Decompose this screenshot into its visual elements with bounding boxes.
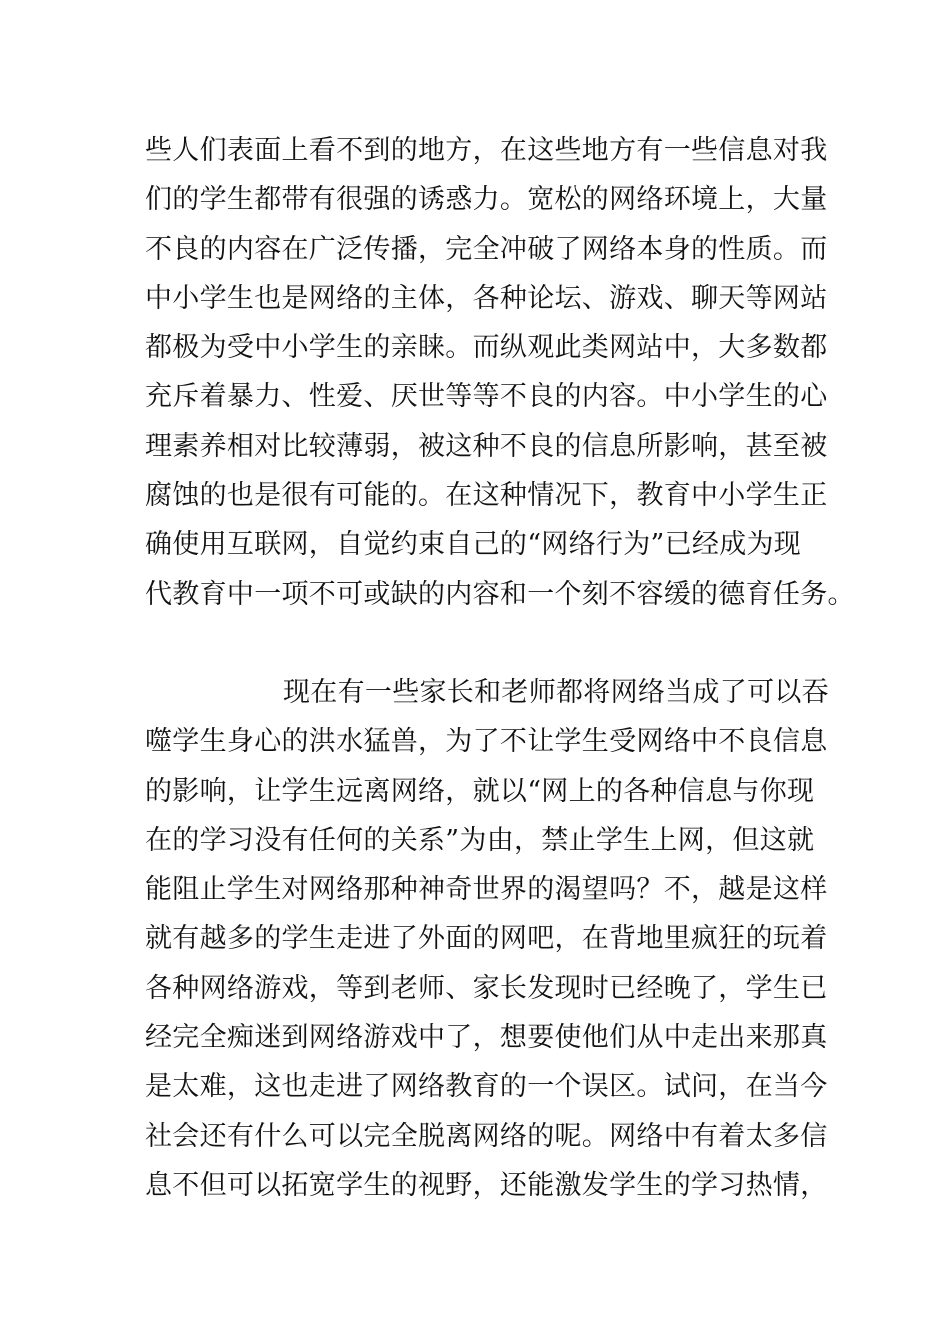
text-line: 不良的内容在广泛传播，完全冲破了网络本身的性质。而 [145,233,828,265]
text-line: 们的学生都带有很强的诱惑力。宽松的网络环境上，大量 [145,184,828,216]
text-line: 息不但可以拓宽学生的视野，还能激发学生的学习热情， [145,1169,828,1201]
text-line-indented: 现在有一些家长和老师都将网络当成了可以吞 [283,677,829,708]
text-line: 各种网络游戏，等到老师、家长发现时已经晚了，学生已 [145,972,828,1004]
text-line: 都极为受中小学生的亲睐。而纵观此类网站中，大多数都 [145,332,828,364]
text-line: 理素养相对比较薄弱，被这种不良的信息所影响，甚至被 [145,430,828,462]
text-line: 的影响，让学生远离网络，就以“网上的各种信息与你现 [145,775,815,807]
text-line: 确使用互联网，自觉约束自己的“网络行为”已经成为现 [145,529,802,561]
text-line: 能阻止学生对网络那种神奇世界的渴望吗？不，越是这样 [145,874,828,906]
text-line: 些人们表面上看不到的地方，在这些地方有一些信息对我 [145,135,828,166]
text-line: 中小学生也是网络的主体，各种论坛、游戏、聊天等网站 [145,282,828,314]
text-line: 腐蚀的也是很有可能的。在这种情况下，教育中小学生正 [145,480,828,512]
text-line: 噬学生身心的洪水猛兽，为了不让学生受网络中不良信息 [145,726,828,758]
text-line: 经完全痴迷到网络游戏中了，想要使他们从中走出来那真 [145,1022,828,1054]
text-line: 充斥着暴力、性爱、厌世等等不良的内容。中小学生的心 [145,381,828,413]
text-line: 社会还有什么可以完全脱离网络的呢。网络中有着太多信 [145,1120,828,1152]
paragraph-2 [145,668,829,1210]
text-line: 在的学习没有任何的关系”为由，禁止学生上网，但这就 [145,824,815,856]
text-line: 是太难，这也走进了网络教育的一个误区。试问，在当今 [145,1071,828,1103]
text-line: 代教育中一项不可或缺的内容和一个刻不容缓的德育任务。 [145,578,855,610]
paragraph-1 [145,126,855,619]
text-line: 就有越多的学生走进了外面的网吧，在背地里疯狂的玩着 [145,923,828,955]
